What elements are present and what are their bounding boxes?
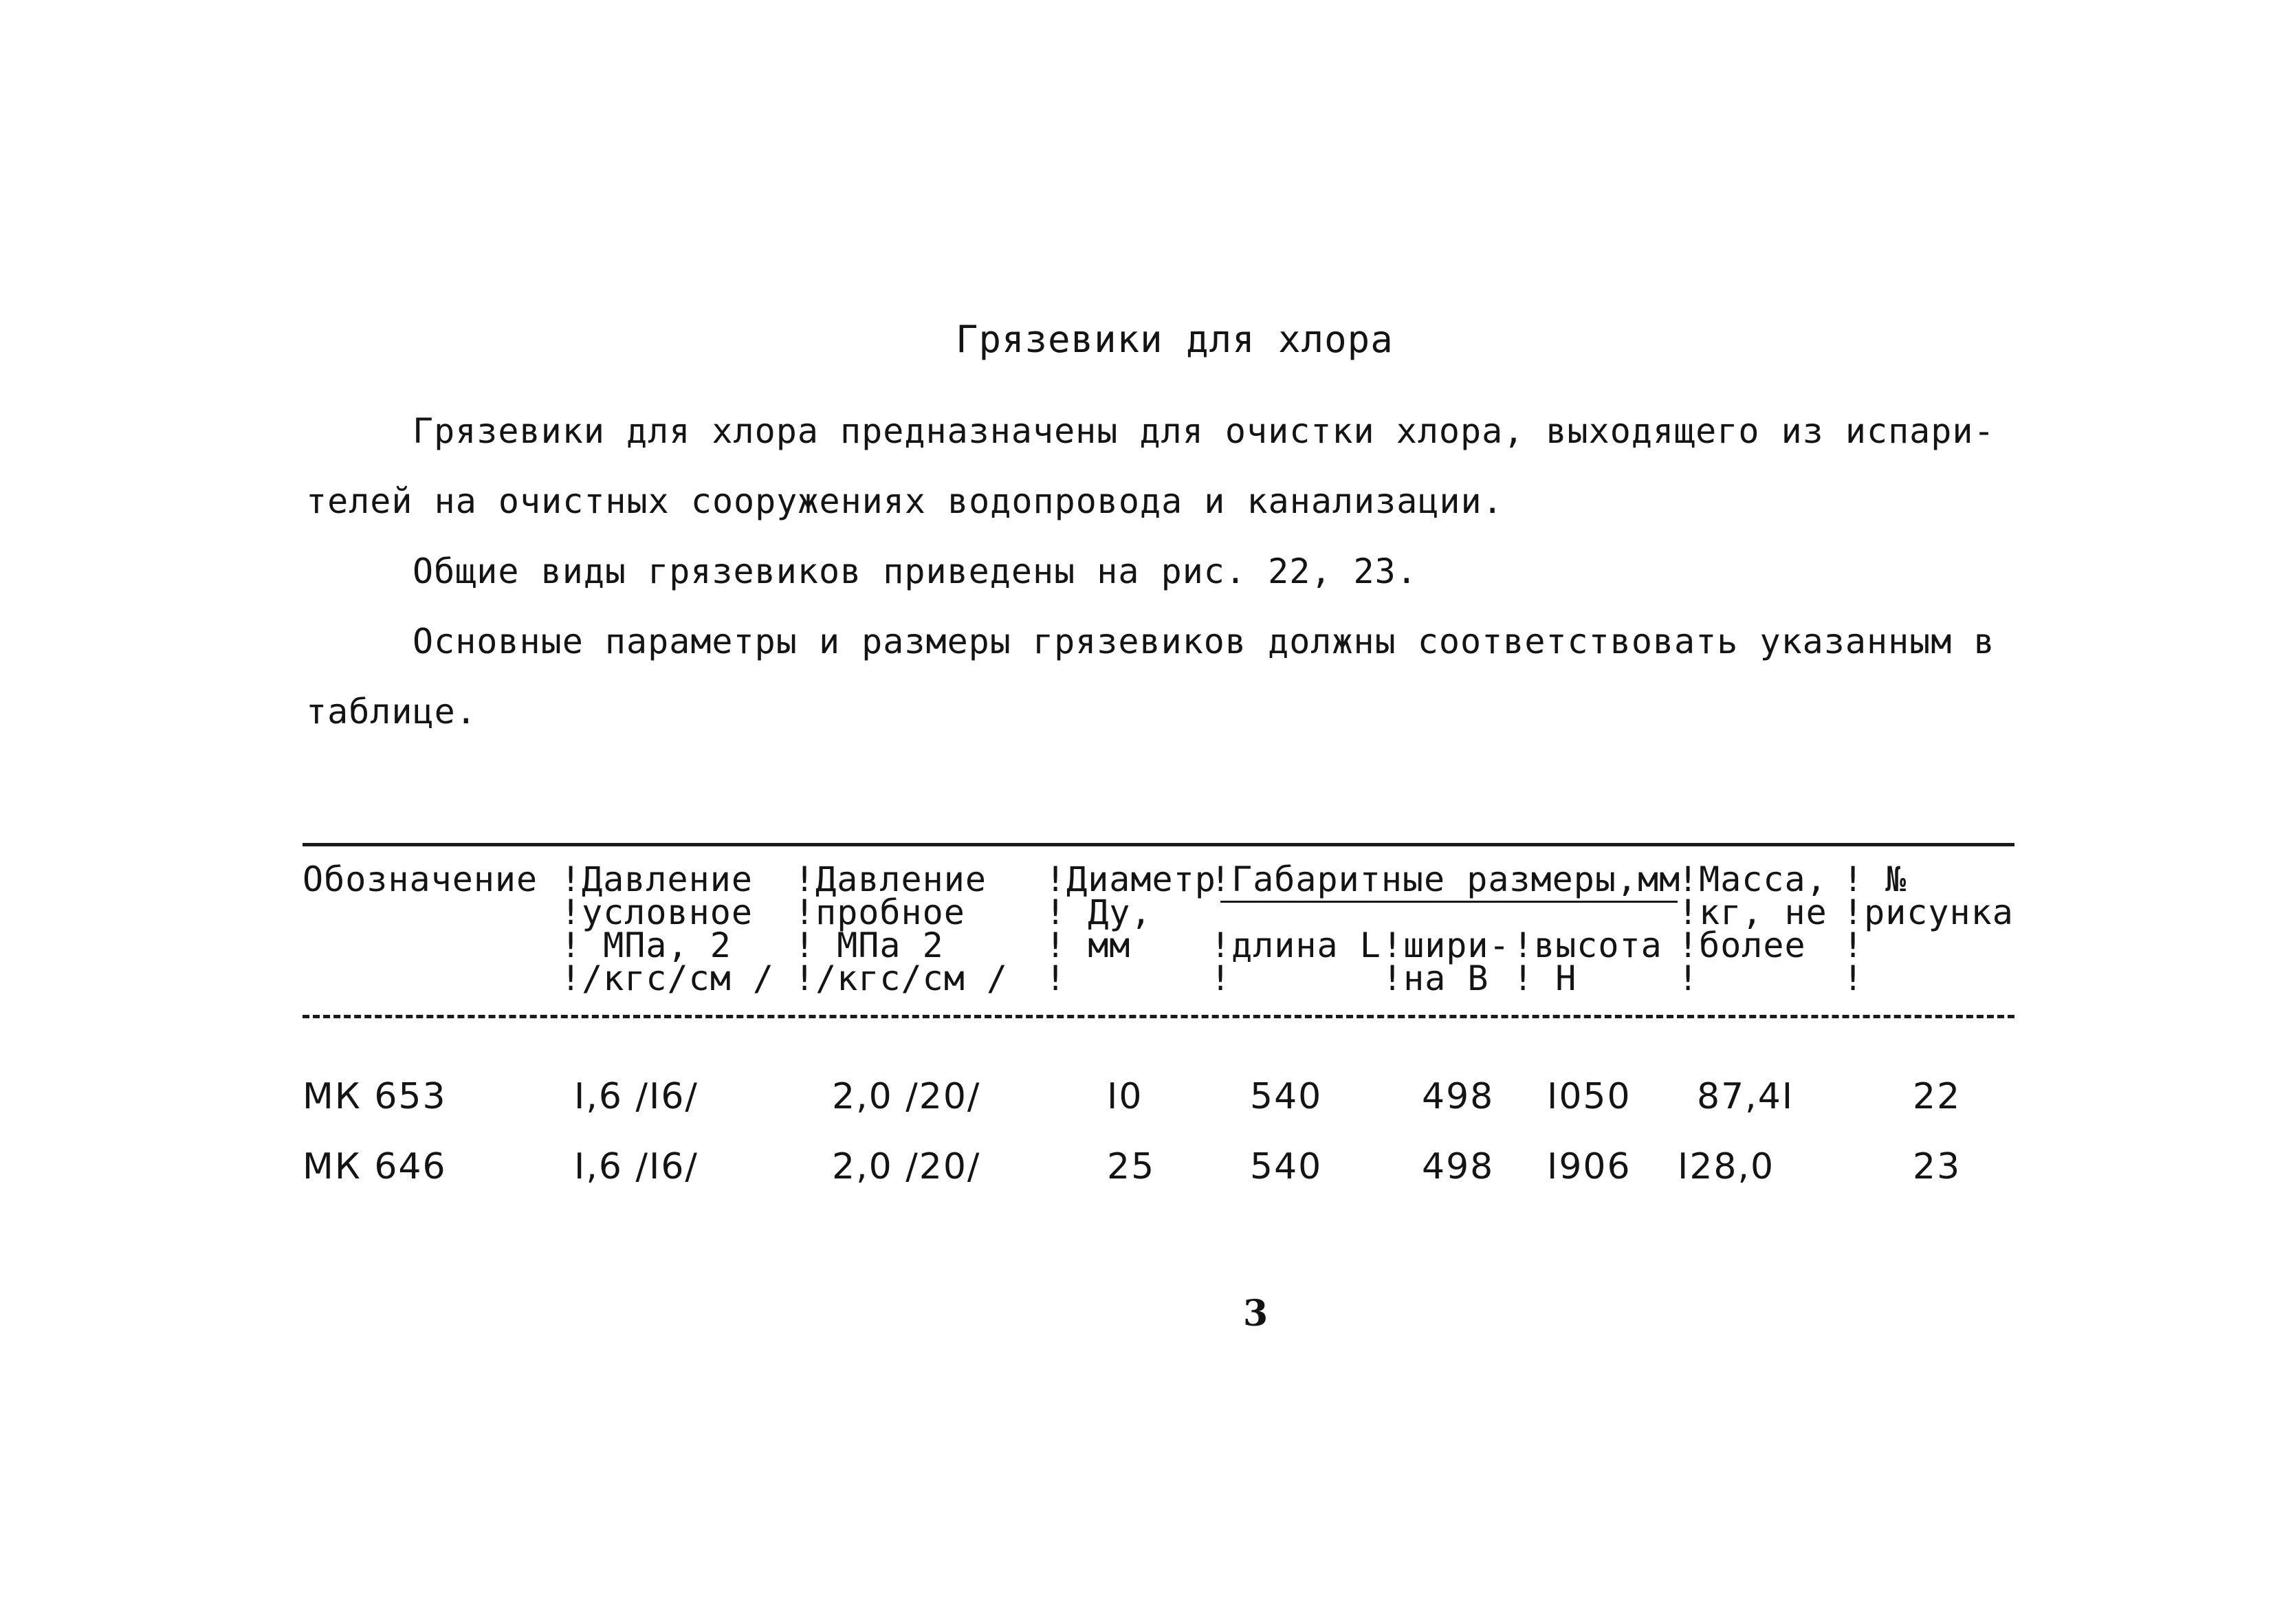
cell-mass: I28,0 (1678, 1146, 1775, 1187)
cell-mass: 87,4I (1697, 1076, 1794, 1117)
header-designation: Обозначение (303, 859, 538, 899)
header-figure-3: ! (1843, 925, 1865, 965)
cell-width: 498 (1422, 1146, 1495, 1187)
table-top-rule (303, 843, 2014, 846)
header-mass-2: !кг, не (1678, 892, 1827, 932)
cell-length: 540 (1250, 1146, 1323, 1187)
header-p-nominal-4: !/кгс/см / (560, 958, 775, 998)
header-width-2: !на В (1382, 958, 1489, 998)
header-height-1: !высота (1513, 925, 1662, 965)
header-dimensions-underline (1220, 901, 1678, 903)
header-width-1: !шири- (1382, 925, 1511, 965)
header-mass-1: !Масса, (1678, 859, 1827, 899)
header-figure-1: ! № (1843, 859, 1907, 899)
cell-designation: МК 646 (303, 1146, 447, 1187)
cell-width: 498 (1422, 1076, 1495, 1117)
header-p-test-3: ! МПа 2 (794, 925, 944, 965)
cell-height: I050 (1547, 1076, 1632, 1117)
header-p-test-2: !пробное (794, 892, 965, 932)
cell-figure: 23 (1913, 1146, 1962, 1187)
header-p-nominal-3: ! МПа, 2 (560, 925, 732, 965)
cell-p-nominal: I,6 /I6/ (574, 1076, 699, 1117)
section-title: Грязевики для хлора (956, 318, 1394, 361)
cell-p-test: 2,0 /20/ (832, 1076, 981, 1117)
header-dimensions-group: !Габаритные размеры,мм (1210, 859, 1681, 899)
header-p-test-1: !Давление (794, 859, 987, 899)
cell-diameter: 25 (1107, 1146, 1156, 1187)
header-figure-2: !рисунка (1843, 892, 2014, 932)
paragraph-line-2: телей на очистных сооружениях водопровода и канализации. (306, 481, 1504, 521)
header-figure-4: ! (1843, 958, 1865, 998)
header-length-2: ! (1210, 958, 1232, 998)
paragraph-line-1: Грязевики для хлора предназначены для очистки хлора, выходящего из испари- (413, 411, 1995, 451)
header-diameter-2: ! Ду, (1045, 892, 1152, 932)
header-diameter-4: ! (1045, 958, 1067, 998)
paragraph-line-5: таблице. (306, 692, 477, 732)
cell-length: 540 (1250, 1076, 1323, 1117)
paragraph-line-3: Общие виды грязевиков приведены на рис. 22, 23. (413, 551, 1418, 591)
header-length-1: !длина L (1210, 925, 1381, 965)
header-p-test-4: !/кгс/см / (794, 958, 1009, 998)
header-height-2: ! Н (1513, 958, 1577, 998)
cell-diameter: I0 (1107, 1076, 1143, 1117)
header-mass-3: !более (1678, 925, 1806, 965)
header-mass-4: ! (1678, 958, 1700, 998)
cell-p-nominal: I,6 /I6/ (574, 1146, 699, 1187)
cell-figure: 22 (1913, 1076, 1962, 1117)
cell-p-test: 2,0 /20/ (832, 1146, 981, 1187)
table-header-rule (303, 1015, 2014, 1018)
header-p-nominal-1: !Давление (560, 859, 753, 899)
cell-designation: МК 653 (303, 1076, 447, 1117)
header-diameter-1: !Диаметр (1045, 859, 1216, 899)
header-diameter-3: ! мм (1045, 925, 1131, 965)
page-number: 3 (1243, 1293, 1269, 1335)
cell-height: I906 (1547, 1146, 1632, 1187)
paragraph-line-4: Основные параметры и размеры грязевиков должны соответствовать указанным в (413, 622, 1995, 661)
header-p-nominal-2: !условное (560, 892, 753, 932)
